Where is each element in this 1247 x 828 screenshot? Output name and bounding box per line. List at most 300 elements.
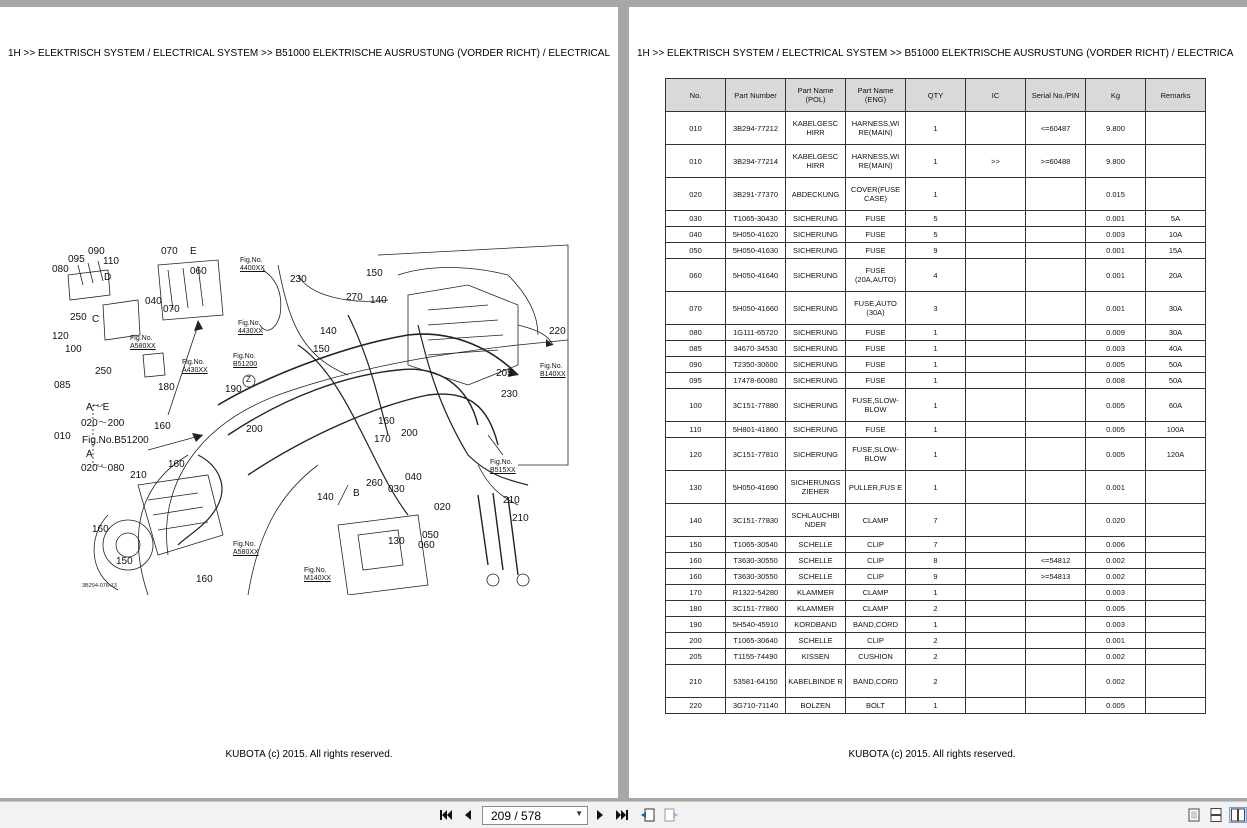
first-page-icon bbox=[439, 809, 453, 821]
table-cell: 20A bbox=[1146, 259, 1206, 292]
callout-label: 230 bbox=[501, 389, 518, 400]
callout-label: 090 bbox=[88, 246, 105, 257]
table-cell: SICHERUNG bbox=[786, 211, 846, 227]
table-cell bbox=[1146, 633, 1206, 649]
table-cell: 095 bbox=[666, 373, 726, 389]
table-cell: 5H050-41630 bbox=[726, 243, 786, 259]
figure-reference[interactable]: Fig.No. A430XX bbox=[182, 359, 208, 374]
callout-label: 100 bbox=[65, 344, 82, 355]
table-cell bbox=[1146, 698, 1206, 714]
table-cell: 1 bbox=[906, 422, 966, 438]
table-cell: 0.001 bbox=[1086, 259, 1146, 292]
callout-label: 160 bbox=[168, 459, 185, 470]
table-cell: FUSE bbox=[846, 211, 906, 227]
callout-label: 030 bbox=[388, 484, 405, 495]
table-cell: CLIP bbox=[846, 633, 906, 649]
table-cell: FUSE bbox=[846, 227, 906, 243]
parts-diagram bbox=[48, 235, 578, 595]
table-cell: >=60488 bbox=[1026, 145, 1086, 178]
table-cell bbox=[1146, 585, 1206, 601]
table-cell bbox=[1026, 422, 1086, 438]
table-row[interactable] bbox=[666, 227, 1206, 243]
table-cell: <=60487 bbox=[1026, 112, 1086, 145]
callout-label: 210 bbox=[130, 470, 147, 481]
table-cell bbox=[966, 504, 1026, 537]
copyright-footer: KUBOTA (c) 2015. All rights reserved. bbox=[848, 749, 1016, 760]
table-cell: SICHERUNG bbox=[786, 259, 846, 292]
table-row[interactable] bbox=[666, 537, 1206, 553]
callout-label: 020～080 bbox=[81, 463, 125, 474]
table-cell: SICHERUNG bbox=[786, 292, 846, 325]
table-cell bbox=[1026, 585, 1086, 601]
callout-label: 130 bbox=[388, 536, 405, 547]
table-cell: BOLZEN bbox=[786, 698, 846, 714]
table-row[interactable] bbox=[666, 178, 1206, 211]
table-cell: BAND,CORD bbox=[846, 665, 906, 698]
table-cell bbox=[1026, 373, 1086, 389]
callout-label: 070 bbox=[163, 304, 180, 315]
table-cell: 5H050-41620 bbox=[726, 227, 786, 243]
table-cell: 010 bbox=[666, 145, 726, 178]
callout-label: 250 bbox=[70, 312, 87, 323]
table-cell bbox=[1026, 665, 1086, 698]
table-cell bbox=[966, 633, 1026, 649]
table-row[interactable] bbox=[666, 373, 1206, 389]
table-cell bbox=[1026, 633, 1086, 649]
table-cell: SICHERUNG bbox=[786, 341, 846, 357]
table-cell bbox=[1146, 112, 1206, 145]
page-indicator: 209 / 578 bbox=[491, 809, 542, 823]
table-cell bbox=[1146, 471, 1206, 504]
table-cell: 010 bbox=[666, 112, 726, 145]
table-cell: KORDBAND bbox=[786, 617, 846, 633]
first-page-button[interactable] bbox=[437, 807, 455, 823]
table-cell: FUSE bbox=[846, 422, 906, 438]
table-cell bbox=[966, 617, 1026, 633]
callout-label: 150 bbox=[116, 556, 133, 567]
table-cell: 0.001 bbox=[1086, 211, 1146, 227]
facing-pages-icon bbox=[1231, 808, 1245, 822]
table-cell: 160 bbox=[666, 569, 726, 585]
callout-label: Fig.No.B51200 bbox=[82, 435, 149, 446]
callout-label: 040 bbox=[145, 296, 162, 307]
table-row[interactable] bbox=[666, 243, 1206, 259]
table-cell: 110 bbox=[666, 422, 726, 438]
table-cell bbox=[1146, 553, 1206, 569]
table-cell: 200 bbox=[666, 633, 726, 649]
table-cell: 3 bbox=[906, 292, 966, 325]
previous-page-icon bbox=[463, 809, 473, 821]
table-cell: 085 bbox=[666, 341, 726, 357]
callout-label: 160 bbox=[154, 421, 171, 432]
table-cell: FUSE bbox=[846, 325, 906, 341]
page-number-select[interactable] bbox=[482, 806, 588, 825]
table-header-row bbox=[666, 79, 1206, 112]
figure-reference[interactable]: Fig.No. B140XX bbox=[540, 363, 566, 378]
table-cell: 50A bbox=[1146, 357, 1206, 373]
callout-label: Z bbox=[246, 375, 251, 384]
callout-label: 190 bbox=[225, 384, 242, 395]
table-cell: KLAMMER bbox=[786, 585, 846, 601]
figure-reference[interactable]: Fig.No. B515XX bbox=[490, 459, 516, 474]
table-cell: 0.003 bbox=[1086, 341, 1146, 357]
table-cell: 0.001 bbox=[1086, 471, 1146, 504]
table-cell bbox=[1146, 617, 1206, 633]
table-cell: T3630-30550 bbox=[726, 569, 786, 585]
callout-label: 210 bbox=[512, 513, 529, 524]
table-cell: BOLT bbox=[846, 698, 906, 714]
table-cell bbox=[966, 259, 1026, 292]
table-cell: 0.001 bbox=[1086, 633, 1146, 649]
table-cell: 1 bbox=[906, 357, 966, 373]
table-cell: 030 bbox=[666, 211, 726, 227]
table-cell bbox=[966, 389, 1026, 422]
table-cell bbox=[1146, 649, 1206, 665]
table-cell: <=54812 bbox=[1026, 553, 1086, 569]
single-page-view-button[interactable] bbox=[1185, 807, 1203, 823]
table-row[interactable] bbox=[666, 471, 1206, 504]
go-back-view-button[interactable] bbox=[639, 807, 657, 823]
table-cell bbox=[1026, 438, 1086, 471]
table-cell: SICHERUNG bbox=[786, 373, 846, 389]
table-cell: SICHERUNG bbox=[786, 243, 846, 259]
callout-label: 200 bbox=[401, 428, 418, 439]
table-cell: HARNESS,WI RE(MAIN) bbox=[846, 145, 906, 178]
callout-label: 140 bbox=[370, 295, 387, 306]
column-header: No. bbox=[666, 79, 726, 112]
table-cell: 2 bbox=[906, 601, 966, 617]
left-page bbox=[0, 7, 618, 798]
table-cell: CLIP bbox=[846, 569, 906, 585]
table-cell: CUSHION bbox=[846, 649, 906, 665]
table-row[interactable] bbox=[666, 698, 1206, 714]
table-cell: FUSE bbox=[846, 341, 906, 357]
table-cell: 0.002 bbox=[1086, 665, 1146, 698]
figure-reference[interactable]: Fig.No. 4430XX bbox=[238, 320, 263, 335]
table-row[interactable] bbox=[666, 665, 1206, 698]
table-cell: 0.005 bbox=[1086, 438, 1146, 471]
table-row[interactable] bbox=[666, 569, 1206, 585]
drawing-code: 3B294-076-13 bbox=[82, 583, 117, 589]
table-row[interactable] bbox=[666, 292, 1206, 325]
table-cell: 0.005 bbox=[1086, 422, 1146, 438]
table-cell: 100A bbox=[1146, 422, 1206, 438]
figure-reference[interactable]: Fig.No. 4400XX bbox=[240, 257, 265, 272]
table-cell: 130 bbox=[666, 471, 726, 504]
table-cell: 210 bbox=[666, 665, 726, 698]
table-cell: 190 bbox=[666, 617, 726, 633]
table-cell bbox=[1146, 537, 1206, 553]
table-cell: 3C151-77880 bbox=[726, 389, 786, 422]
table-cell: 9 bbox=[906, 243, 966, 259]
callout-label: A bbox=[86, 449, 93, 460]
table-cell: CLAMP bbox=[846, 504, 906, 537]
table-cell: 205 bbox=[666, 649, 726, 665]
two-page-view-button[interactable] bbox=[1229, 807, 1247, 823]
table-cell: 220 bbox=[666, 698, 726, 714]
diagram-drawing bbox=[48, 235, 578, 595]
table-cell bbox=[966, 585, 1026, 601]
table-cell: 1 bbox=[906, 471, 966, 504]
table-cell: SCHELLE bbox=[786, 553, 846, 569]
table-cell: 5H540-45910 bbox=[726, 617, 786, 633]
table-cell bbox=[1146, 504, 1206, 537]
table-cell: 1 bbox=[906, 617, 966, 633]
column-header: QTY bbox=[906, 79, 966, 112]
table-cell: SCHLAUCHBI NDER bbox=[786, 504, 846, 537]
table-cell: KABELBINDE R bbox=[786, 665, 846, 698]
callout-label: 150 bbox=[366, 268, 383, 279]
callout-label: 205 bbox=[496, 368, 513, 379]
table-cell: T1065-30430 bbox=[726, 211, 786, 227]
table-cell: 0.005 bbox=[1086, 357, 1146, 373]
figure-reference[interactable]: Fig.No. B51200 bbox=[233, 353, 258, 368]
right-page bbox=[629, 7, 1247, 798]
table-cell: KABELGESC HIRR bbox=[786, 145, 846, 178]
table-cell: 0.003 bbox=[1086, 227, 1146, 243]
previous-page-button[interactable] bbox=[459, 807, 477, 823]
table-cell: 090 bbox=[666, 357, 726, 373]
table-cell: 1 bbox=[906, 698, 966, 714]
table-row[interactable] bbox=[666, 259, 1206, 292]
table-cell: 7 bbox=[906, 537, 966, 553]
table-row[interactable] bbox=[666, 504, 1206, 537]
table-cell: 9.800 bbox=[1086, 112, 1146, 145]
figure-reference[interactable]: Fig.No. A580XX bbox=[233, 541, 259, 556]
table-cell: KISSEN bbox=[786, 649, 846, 665]
table-cell: 5H050-41640 bbox=[726, 259, 786, 292]
table-cell bbox=[966, 112, 1026, 145]
table-cell bbox=[966, 341, 1026, 357]
table-cell: 3B294-77214 bbox=[726, 145, 786, 178]
callout-label: 120 bbox=[52, 331, 69, 342]
table-cell bbox=[1146, 665, 1206, 698]
callout-label: 020 bbox=[434, 502, 451, 513]
table-cell: FUSE bbox=[846, 373, 906, 389]
figure-reference[interactable]: Fig.No. M140XX bbox=[304, 567, 331, 582]
table-row[interactable] bbox=[666, 341, 1206, 357]
table-cell: SICHERUNG bbox=[786, 422, 846, 438]
table-cell: SICHERUNG bbox=[786, 325, 846, 341]
table-cell bbox=[1146, 145, 1206, 178]
table-cell: 30A bbox=[1146, 292, 1206, 325]
table-cell: 3B291-77370 bbox=[726, 178, 786, 211]
table-cell: 0.005 bbox=[1086, 698, 1146, 714]
table-cell bbox=[966, 649, 1026, 665]
callout-label: E bbox=[190, 246, 197, 257]
table-cell: 5 bbox=[906, 227, 966, 243]
table-cell: 1 bbox=[906, 438, 966, 471]
table-cell: 0.002 bbox=[1086, 649, 1146, 665]
table-row[interactable] bbox=[666, 585, 1206, 601]
table-cell: 050 bbox=[666, 243, 726, 259]
table-cell: 180 bbox=[666, 601, 726, 617]
table-cell: 15A bbox=[1146, 243, 1206, 259]
table-cell: 3C151-77860 bbox=[726, 601, 786, 617]
table-cell: 3C151-77830 bbox=[726, 504, 786, 537]
column-header: Remarks bbox=[1146, 79, 1206, 112]
table-cell: CLIP bbox=[846, 553, 906, 569]
table-cell: T1065-30640 bbox=[726, 633, 786, 649]
figure-reference[interactable]: Fig.No. A580XX bbox=[130, 335, 156, 350]
table-cell: 2 bbox=[906, 649, 966, 665]
table-cell: 140 bbox=[666, 504, 726, 537]
table-cell: 160 bbox=[666, 553, 726, 569]
breadcrumb: 1H >> ELEKTRISCH SYSTEM / ELECTRICAL SYSTEM >> B51000 ELEKTRISCHE AUSRUSTUNG (VORDER RICHT) / ELECTRICAL bbox=[8, 48, 611, 59]
table-cell: 1 bbox=[906, 145, 966, 178]
table-cell bbox=[1026, 617, 1086, 633]
table-cell bbox=[966, 698, 1026, 714]
table-cell: 1 bbox=[906, 389, 966, 422]
table-cell: 1 bbox=[906, 112, 966, 145]
table-cell: SCHELLE bbox=[786, 633, 846, 649]
parts-table bbox=[665, 78, 1206, 714]
table-cell: 1 bbox=[906, 585, 966, 601]
table-row[interactable] bbox=[666, 325, 1206, 341]
table-cell bbox=[1146, 569, 1206, 585]
table-cell bbox=[966, 178, 1026, 211]
table-cell bbox=[966, 243, 1026, 259]
callout-label: 160 bbox=[378, 416, 395, 427]
table-cell: 34670-34530 bbox=[726, 341, 786, 357]
table-cell: T2350-30600 bbox=[726, 357, 786, 373]
table-cell: SICHERUNG bbox=[786, 357, 846, 373]
copyright-footer: KUBOTA (c) 2015. All rights reserved. bbox=[225, 749, 393, 760]
dropdown-arrow-icon: ▼ bbox=[575, 809, 583, 818]
table-cell: 5H801-41860 bbox=[726, 422, 786, 438]
table-row[interactable] bbox=[666, 553, 1206, 569]
callout-label: 085 bbox=[54, 380, 71, 391]
table-cell: 7 bbox=[906, 504, 966, 537]
callout-label: 220 bbox=[549, 326, 566, 337]
table-cell bbox=[966, 422, 1026, 438]
table-cell bbox=[1026, 243, 1086, 259]
callout-label: 230 bbox=[290, 274, 307, 285]
last-page-button[interactable] bbox=[613, 807, 631, 823]
table-cell: 0.001 bbox=[1086, 243, 1146, 259]
table-cell: PULLER,FUS E bbox=[846, 471, 906, 504]
continuous-page-icon bbox=[1210, 808, 1222, 822]
callout-label: 050 bbox=[422, 530, 439, 541]
table-cell: 40A bbox=[1146, 341, 1206, 357]
table-row[interactable] bbox=[666, 145, 1206, 178]
table-cell: 0.005 bbox=[1086, 389, 1146, 422]
callout-label: 080 bbox=[52, 264, 69, 275]
table-cell: 1 bbox=[906, 325, 966, 341]
table-cell bbox=[1026, 601, 1086, 617]
callout-label: 210 bbox=[503, 495, 520, 506]
callout-label: 160 bbox=[196, 574, 213, 585]
table-cell: 0.015 bbox=[1086, 178, 1146, 211]
table-cell: 2 bbox=[906, 665, 966, 698]
table-cell: 100 bbox=[666, 389, 726, 422]
callout-label: 270 bbox=[346, 292, 363, 303]
table-row[interactable] bbox=[666, 438, 1206, 471]
table-cell: HARNESS,WI RE(MAIN) bbox=[846, 112, 906, 145]
table-cell: 10A bbox=[1146, 227, 1206, 243]
callout-label: 150 bbox=[313, 344, 330, 355]
table-cell bbox=[966, 665, 1026, 698]
table-row[interactable] bbox=[666, 649, 1206, 665]
callout-label: D bbox=[104, 272, 112, 283]
go-forward-view-button[interactable] bbox=[662, 807, 680, 823]
table-cell: 4 bbox=[906, 259, 966, 292]
table-cell bbox=[1026, 211, 1086, 227]
next-page-icon bbox=[595, 809, 605, 821]
next-page-button[interactable] bbox=[591, 807, 609, 823]
callout-label: 095 bbox=[68, 254, 85, 265]
table-cell: SCHELLE bbox=[786, 569, 846, 585]
table-cell: 0.005 bbox=[1086, 601, 1146, 617]
breadcrumb: 1H >> ELEKTRISCH SYSTEM / ELECTRICAL SYSTEM >> B51000 ELEKTRISCHE AUSRUSTUNG (VORDER RICHT) / ELECTRICA bbox=[637, 48, 1234, 59]
callout-label: 170 bbox=[374, 434, 391, 445]
table-row[interactable] bbox=[666, 633, 1206, 649]
table-cell bbox=[966, 292, 1026, 325]
table-cell: 0.003 bbox=[1086, 617, 1146, 633]
table-cell: FUSE,AUTO (30A) bbox=[846, 292, 906, 325]
table-cell: 53581-64150 bbox=[726, 665, 786, 698]
table-cell: 0.006 bbox=[1086, 537, 1146, 553]
callout-label: 110 bbox=[103, 256, 119, 267]
column-header: Kg bbox=[1086, 79, 1146, 112]
table-cell: T3630-30550 bbox=[726, 553, 786, 569]
table-cell: 080 bbox=[666, 325, 726, 341]
table-cell: SICHERUNG bbox=[786, 227, 846, 243]
callout-label: 200 bbox=[246, 424, 263, 435]
last-page-icon bbox=[615, 809, 629, 821]
table-cell: 020 bbox=[666, 178, 726, 211]
table-row[interactable] bbox=[666, 601, 1206, 617]
table-row[interactable] bbox=[666, 112, 1206, 145]
continuous-view-button[interactable] bbox=[1207, 807, 1225, 823]
callout-label: 160 bbox=[92, 524, 109, 535]
table-cell: 30A bbox=[1146, 325, 1206, 341]
table-cell bbox=[966, 227, 1026, 243]
callout-label: 060 bbox=[418, 540, 435, 551]
table-cell bbox=[1026, 325, 1086, 341]
table-cell: 60A bbox=[1146, 389, 1206, 422]
table-cell bbox=[1026, 389, 1086, 422]
table-cell bbox=[1146, 178, 1206, 211]
table-row[interactable] bbox=[666, 422, 1206, 438]
table-cell: FUSE,SLOW- BLOW bbox=[846, 389, 906, 422]
table-cell: CLAMP bbox=[846, 601, 906, 617]
table-cell: FUSE,SLOW- BLOW bbox=[846, 438, 906, 471]
table-cell: T1065-30540 bbox=[726, 537, 786, 553]
table-row[interactable] bbox=[666, 211, 1206, 227]
column-header: Serial No./PIN bbox=[1026, 79, 1086, 112]
table-cell bbox=[966, 325, 1026, 341]
table-cell: 17478-60080 bbox=[726, 373, 786, 389]
table-cell bbox=[966, 553, 1026, 569]
table-cell bbox=[966, 373, 1026, 389]
table-cell: 3B294-77212 bbox=[726, 112, 786, 145]
navigation-toolbar bbox=[0, 801, 1247, 828]
table-cell: 8 bbox=[906, 553, 966, 569]
callout-label: 020～200 bbox=[81, 418, 125, 429]
callout-label: A～E bbox=[86, 402, 110, 413]
table-cell bbox=[1026, 698, 1086, 714]
table-cell: BAND,CORD bbox=[846, 617, 906, 633]
callout-label: 070 bbox=[161, 246, 178, 257]
table-row[interactable] bbox=[666, 357, 1206, 373]
table-cell: 120A bbox=[1146, 438, 1206, 471]
table-cell bbox=[1026, 341, 1086, 357]
table-row[interactable] bbox=[666, 617, 1206, 633]
table-cell: T1155-74490 bbox=[726, 649, 786, 665]
table-row[interactable] bbox=[666, 389, 1206, 422]
table-cell: 0.003 bbox=[1086, 585, 1146, 601]
